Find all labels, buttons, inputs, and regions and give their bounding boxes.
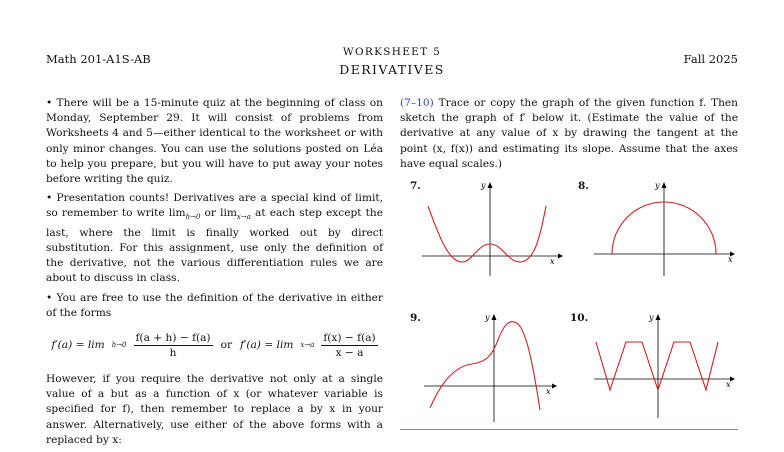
graph-7 xyxy=(420,178,570,280)
formula-limit-2 xyxy=(300,340,314,351)
quiz-notice: • There will be a 15-minute quiz at the beginning of class on Monday, September 29. It will consist of problems from Worksheets 4 and 5—either identical to the worksheet or with only minor changes. You can use the solutions posted on Léa to help you prepare, but you will have to put away your notes before writing the quiz. xyxy=(46,97,383,186)
graph-8 xyxy=(590,178,740,280)
course-code: Math 201-A1S-AB xyxy=(46,52,151,66)
graph-10-number: 10. xyxy=(570,312,589,324)
function-notice: However, if you require the derivative not only at a single value of a but as a function of x (or whatever variable is specified for f), then remember to replace a by x in your answer. Alternatively, use either of the above forms with a replaced by x: xyxy=(46,372,383,446)
presentation-text-a: • Presentation counts! Derivatives are a special kind of limit, so remember to write lim xyxy=(46,192,383,220)
graph-8-number: 8. xyxy=(578,180,589,192)
graph-8-y-label: y xyxy=(655,181,660,190)
graph-8-y-arrow xyxy=(662,182,667,188)
presentation-notice xyxy=(46,191,383,286)
formula-limit-1 xyxy=(112,340,127,351)
exercise-column xyxy=(400,96,738,172)
formula-denominator-1: h xyxy=(169,346,177,359)
graph-9-y-arrow xyxy=(492,314,497,320)
graph-9-y-label: y xyxy=(485,313,490,322)
graph-8-x-label: x xyxy=(728,255,733,264)
graph-9-number: 9. xyxy=(410,312,421,324)
graph-9-x-arrow xyxy=(552,384,557,389)
graph-9 xyxy=(420,310,570,425)
term: Fall 2025 xyxy=(683,52,738,66)
instructions-column xyxy=(46,96,383,452)
graph-10-y-label: y xyxy=(649,313,654,322)
graph-7-number: 7. xyxy=(410,180,421,192)
graph-10-curve xyxy=(596,342,718,390)
formula-numerator-1: f(a + h) − f(a) xyxy=(135,331,211,344)
worksheet-number: WORKSHEET 5 xyxy=(342,46,442,58)
graph-7-y-arrow xyxy=(488,182,493,188)
formula-or: or xyxy=(220,338,233,351)
worksheet-topic: DERIVATIVES xyxy=(339,62,445,77)
graph-9-curve xyxy=(430,322,540,410)
formula-fraction-1 xyxy=(134,331,213,360)
formula-numerator-2: f(x) − f(a) xyxy=(323,331,376,344)
exercise-instructions: Trace or copy the graph of the given function f. Then sketch the graph of f′ below it. (Estimate the value of the derivative at any value of x by drawing the tangent at the point (x, f(x)) and estimating its slope. Assume that the axes have equal scales.) xyxy=(400,97,738,170)
graph-10-x-arrow xyxy=(730,377,735,382)
graph-9-x-label: x xyxy=(546,387,551,396)
presentation-text-b: at each step except the last, where the limit is finally worked out by direct substitution. For this assignment, use only the definition of the derivative, not the various differentiation rules we are about to discuss in class. xyxy=(46,207,383,285)
formula-denominator-2: x − a xyxy=(335,346,364,359)
limit-subscript-h: h→0 xyxy=(185,213,201,222)
formula-lhs-2: f′(a) = lim xyxy=(240,338,294,351)
graph-10 xyxy=(590,310,740,425)
graph-7-curve xyxy=(428,206,546,262)
formula-limit-sub-2: x→a xyxy=(300,340,315,349)
presentation-text-or: or lim xyxy=(200,207,237,220)
limit-subscript-x: x→a xyxy=(236,213,251,222)
formula-fraction-2 xyxy=(321,331,377,360)
graph-7-x-label: x xyxy=(550,257,555,266)
definition-notice: • You are free to use the definition of the derivative in either of the forms xyxy=(46,291,383,319)
graph-7-y-label: y xyxy=(481,181,486,190)
graph-10-x-label: x xyxy=(726,380,731,389)
formula-limit-sub-1: h→0 xyxy=(111,340,127,349)
exercise-reference-link[interactable]: (7–10) xyxy=(400,97,434,109)
derivative-definition-formula xyxy=(46,331,383,360)
graph-10-y-arrow xyxy=(656,314,661,320)
worksheet-title xyxy=(0,44,784,78)
formula-lhs-1: f′(a) = lim xyxy=(51,338,105,351)
graph-7-x-arrow xyxy=(558,254,563,259)
answer-divider xyxy=(400,429,738,430)
